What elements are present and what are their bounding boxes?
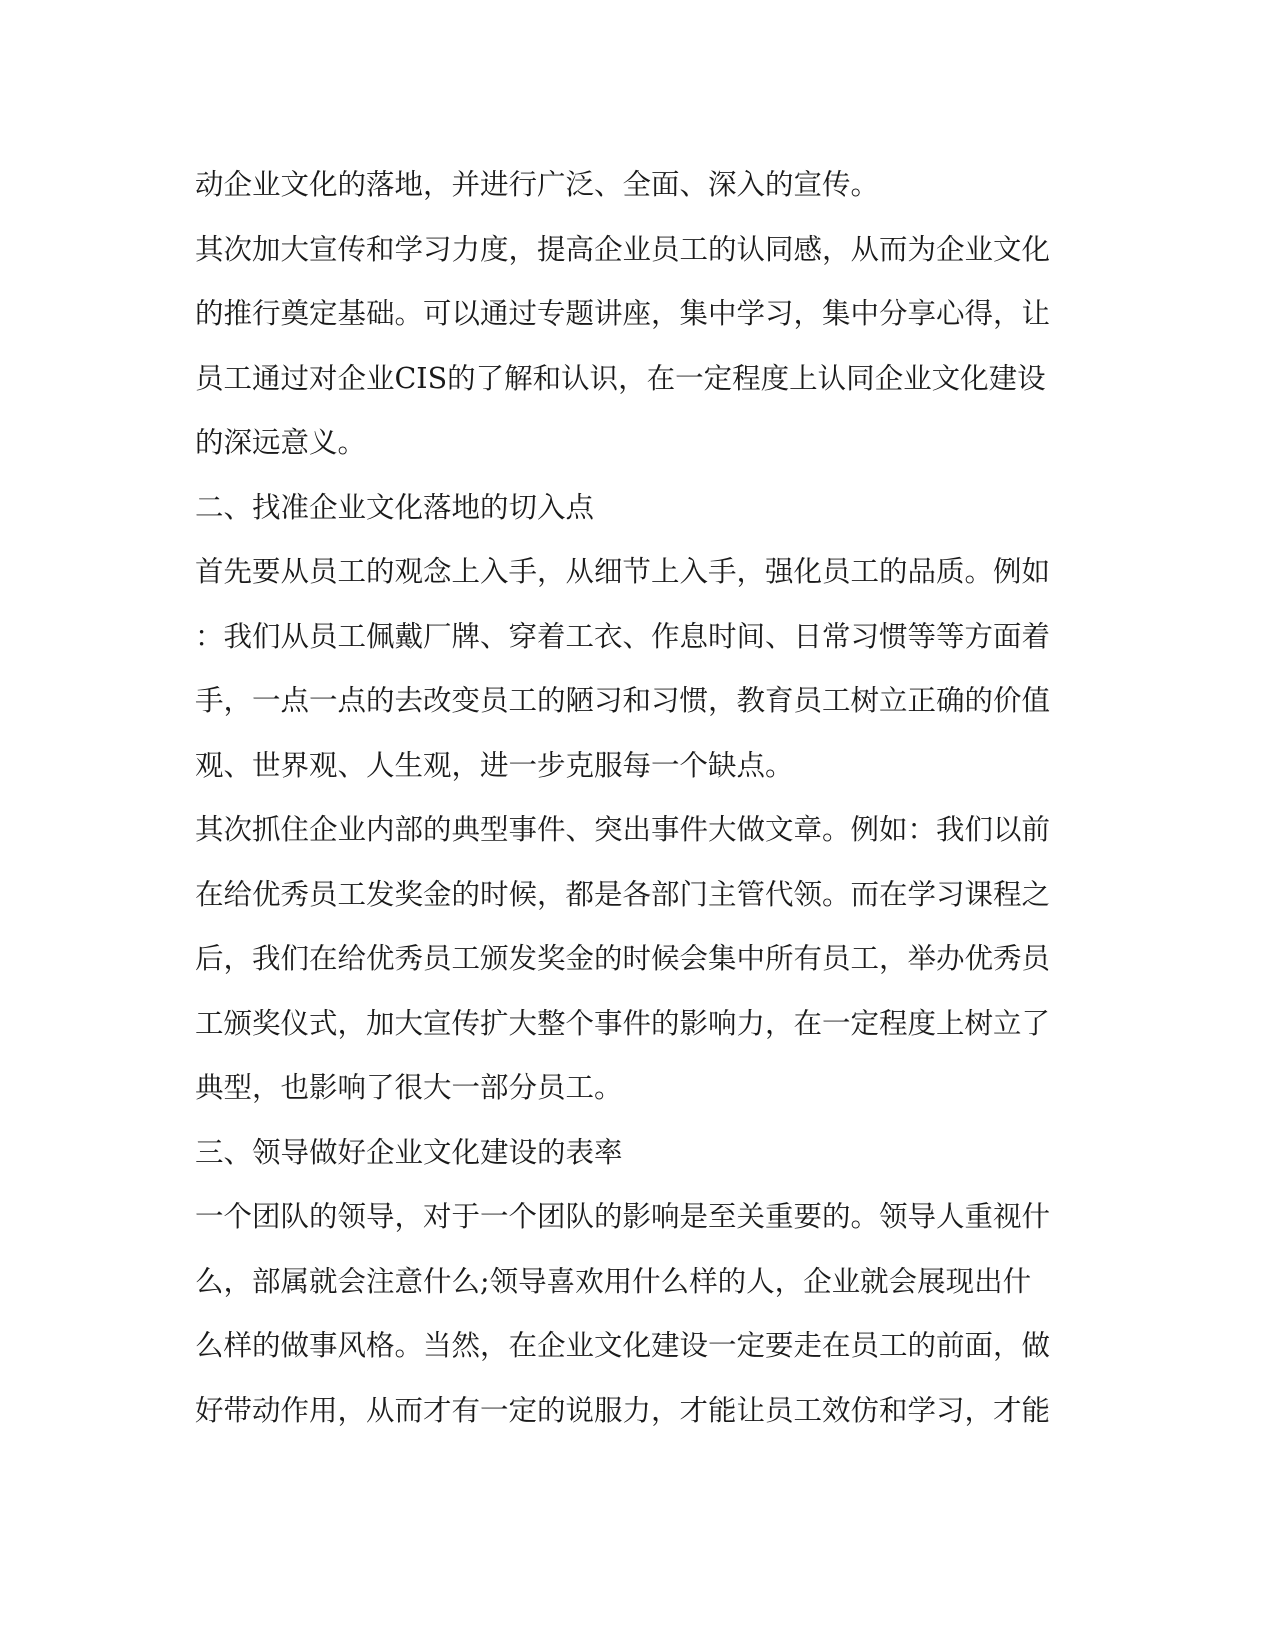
text-line: 动企业文化的落地，并进行广泛、全面、深入的宣传。: [195, 168, 880, 201]
text-line: 工颁奖仪式，加大宣传扩大整个事件的影响力，在一定程度上树立了: [195, 1006, 1051, 1040]
text-line: 观、世界观、人生观，进一步克服每一个缺点。: [195, 748, 794, 782]
text-line: 的深远意义。: [195, 426, 367, 459]
text-line: 员工通过对企业CIS的了解和认识，在一定程度上认同企业文化建设: [195, 361, 1046, 395]
text-line: 在给优秀员工发奖金的时候，都是各部门主管代领。而在学习课程之: [195, 877, 1051, 911]
text-line: 么样的做事风格。当然，在企业文化建设一定要走在员工的前面，做: [195, 1329, 1051, 1362]
document-body: [195, 153, 1075, 1443]
section-heading: 三、领导做好企业文化建设的表率: [195, 1135, 623, 1169]
text-line: 的推行奠定基础。可以通过专题讲座，集中学习，集中分享心得，让: [195, 297, 1051, 330]
text-line: 么，部属就会注意什么;领导喜欢用什么样的人，企业就会展现出什: [195, 1264, 1032, 1298]
text-line: 首先要从员工的观念上入手，从细节上入手，强化员工的品质。例如: [195, 555, 1051, 588]
text-line: 后，我们在给优秀员工颁发奖金的时候会集中所有员工，举办优秀员: [195, 942, 1051, 975]
section-heading: 二、找准企业文化落地的切入点: [195, 490, 595, 524]
text-line: 好带动作用，从而才有一定的说服力，才能让员工效仿和学习，才能: [195, 1393, 1051, 1427]
text-line: ：我们从员工佩戴厂牌、穿着工衣、作息时间、日常习惯等等方面着: [195, 619, 1051, 653]
text-line: 手，一点一点的去改变员工的陋习和习惯，教育员工树立正确的价值: [195, 684, 1051, 717]
text-line: 一个团队的领导，对于一个团队的影响是至关重要的。领导人重视什: [195, 1200, 1051, 1233]
text-line: 其次加大宣传和学习力度，提高企业员工的认同感，从而为企业文化: [195, 232, 1051, 266]
text-line: 典型，也影响了很大一部分员工。: [195, 1071, 623, 1104]
text-line: 其次抓住企业内部的典型事件、突出事件大做文章。例如：我们以前: [195, 813, 1051, 846]
